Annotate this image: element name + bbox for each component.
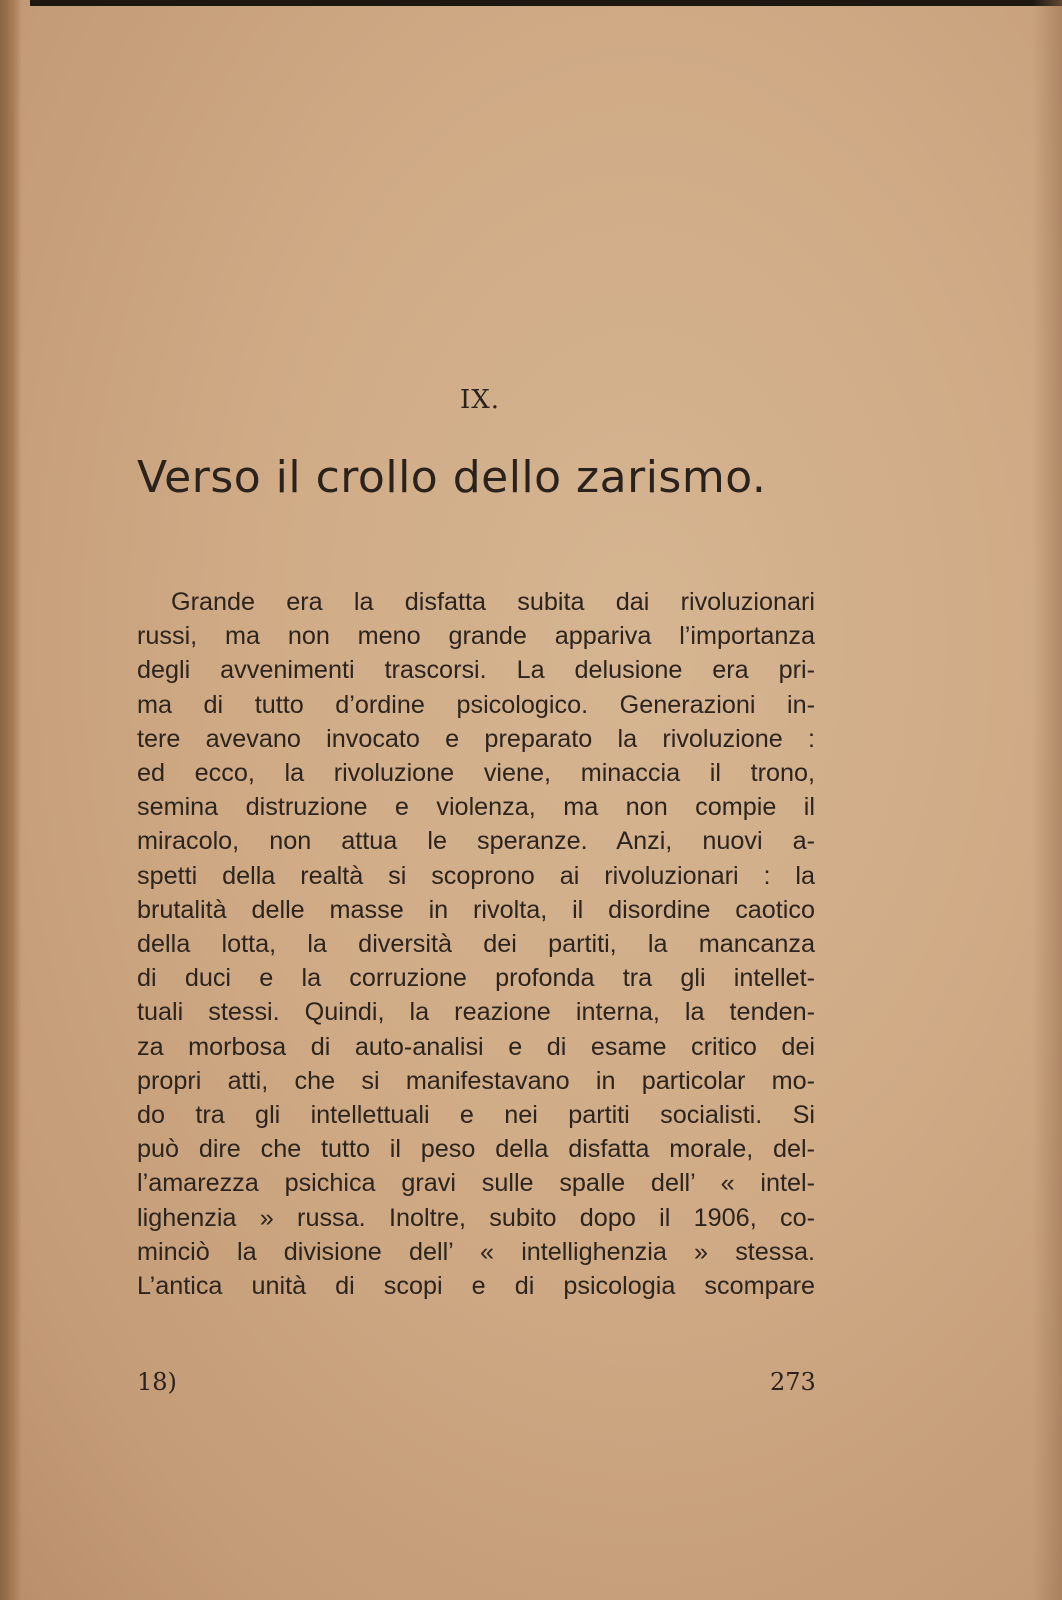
text-line: di duci e la corruzione profonda tra gli intellet-: [137, 964, 815, 993]
page-top-shadow: [30, 0, 1062, 6]
page-left-binding-edge: [0, 0, 22, 1600]
text-line: Grande era la disfatta subita dai rivoluzionari: [171, 588, 815, 616]
text-line: za morbosa di auto-analisi e di esame critico dei: [137, 1032, 815, 1061]
text-line: russi, ma non meno grande appariva l’importanza: [137, 622, 815, 651]
text-line: degli avvenimenti trascorsi. La delusione era pri-: [137, 656, 815, 685]
text-line: può dire che tutto il peso della disfatta morale, del-: [137, 1135, 815, 1164]
text-line: propri atti, che si manifestavano in particolar mo-: [137, 1066, 815, 1095]
text-line: do tra gli intellettuali e nei partiti socialisti. Si: [137, 1101, 815, 1130]
text-line: tuali stessi. Quindi, la reazione interna, la tenden-: [137, 998, 815, 1027]
text-line: spetti della realtà si scoprono ai rivoluzionari : la: [137, 861, 815, 890]
text-line: L’antica unità di scopi e di psicologia scompare: [137, 1272, 815, 1301]
chapter-title: Verso il crollo dello zarismo.: [137, 452, 767, 503]
text-line: miracolo, non attua le speranze. Anzi, nuovi a-: [137, 827, 815, 856]
text-line: ma di tutto d’ordine psicologico. Generazioni in-: [137, 690, 815, 719]
text-line: tere avevano invocato e preparato la rivoluzione :: [137, 724, 815, 753]
text-line: semina distruzione e violenza, ma non compie il: [137, 793, 815, 822]
chapter-number: IX.: [459, 385, 501, 415]
body-paragraph: [137, 585, 815, 1303]
page-right-edge: [1032, 0, 1062, 1600]
text-line: lighenzia » russa. Inoltre, subito dopo il 1906, co-: [137, 1203, 815, 1232]
text-line: l’amarezza psichica gravi sulle spalle dell’ « intel-: [137, 1169, 815, 1198]
text-line: ed ecco, la rivoluzione viene, minaccia il trono,: [137, 759, 815, 788]
page-number: 273: [770, 1368, 816, 1396]
text-line: brutalità delle masse in rivolta, il disordine caotico: [137, 895, 815, 924]
signature-mark: 18): [137, 1368, 177, 1396]
text-line: della lotta, la diversità dei partiti, la mancanza: [137, 930, 815, 959]
text-line: minciò la divisione dell’ « intellighenzia » stessa.: [137, 1237, 815, 1266]
